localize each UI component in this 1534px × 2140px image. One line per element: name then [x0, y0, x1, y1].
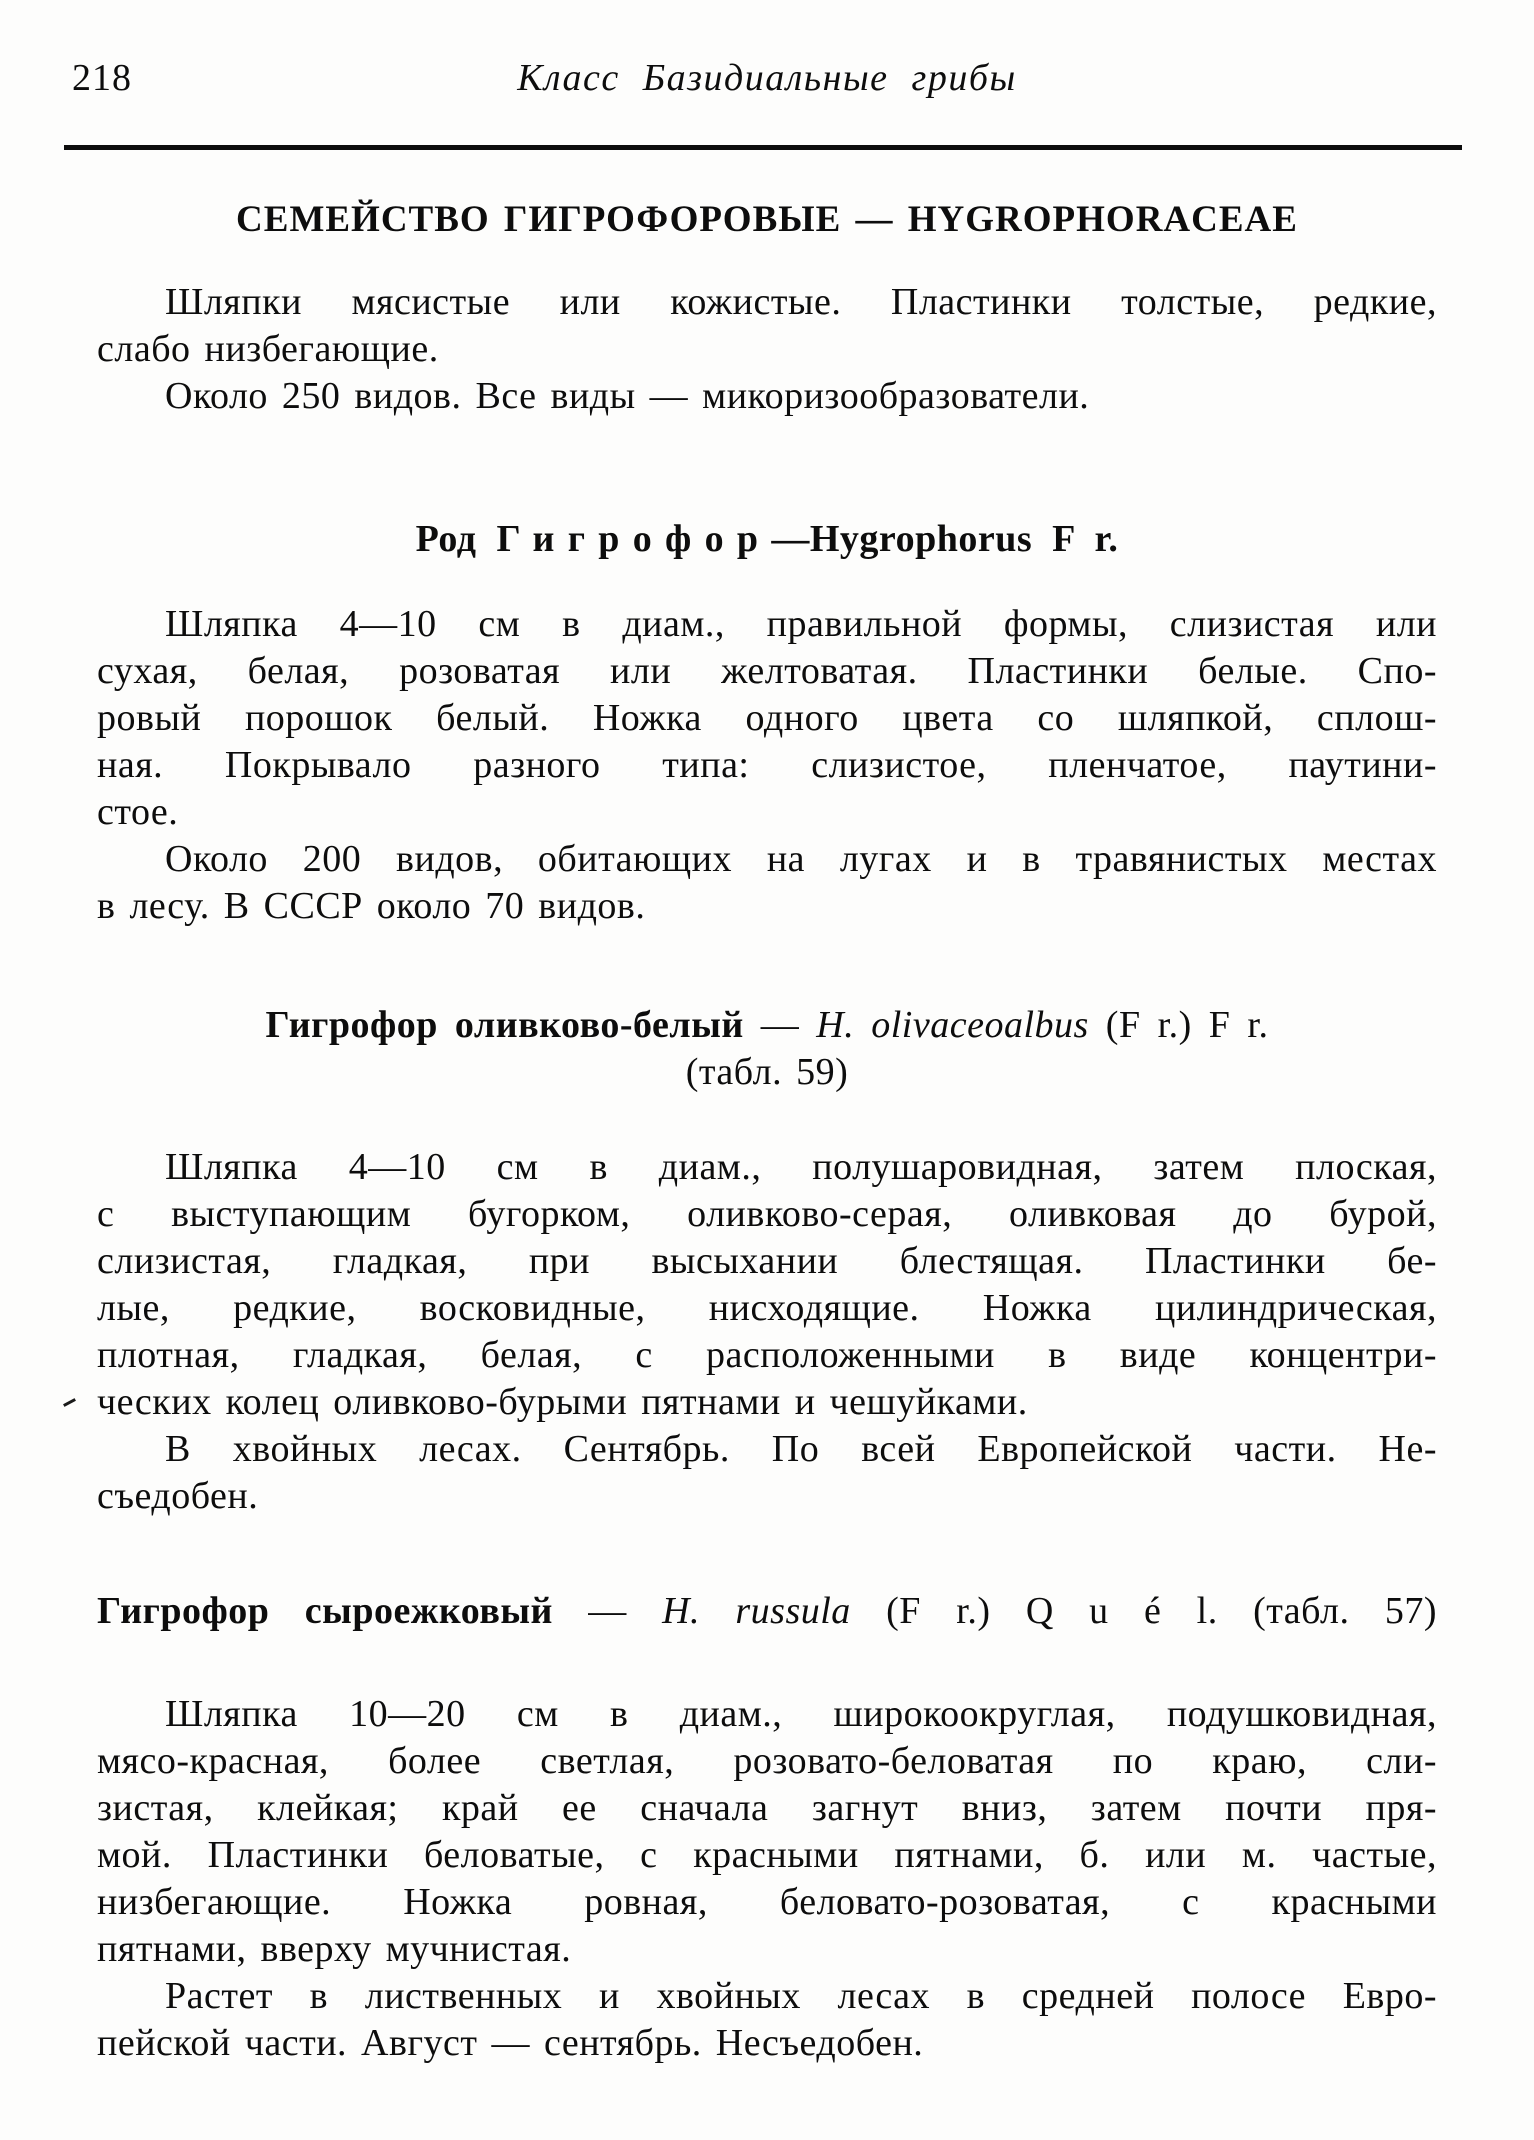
family-paragraph-2	[97, 373, 1437, 420]
species2-name-latin: H. russula	[662, 1590, 851, 1632]
text-line: низбегающие. Ножка ровная, беловато-розоватая, с красными	[97, 1881, 1437, 1923]
text-line: плотная, гладкая, белая, с расположенными в виде концентри-	[97, 1334, 1437, 1376]
text-line: Около 200 видов, обитающих на лугах и в травянистых местах	[165, 838, 1437, 880]
text-line: мясо-красная, более светлая, розовато-беловатая по краю, сли-	[97, 1740, 1437, 1782]
text-line: с выступающим бугорком, оливково-серая, оливковая до бурой,	[97, 1193, 1437, 1235]
text-line: Шляпки мясистые или кожистые. Пластинки толстые, редкие,	[165, 281, 1437, 323]
scan-artifact	[63, 1398, 76, 1407]
text-line: Шляпка 10—20 см в диам., широкоокруглая, подушковидная,	[165, 1693, 1437, 1735]
species1-name-latin: H. olivaceoalbus	[816, 1004, 1089, 1046]
text-line: стое.	[97, 791, 179, 833]
page-number: 218	[72, 57, 132, 99]
text-line: зистая, клейкая; край ее сначала загнут вниз, затем почти пря-	[97, 1787, 1437, 1829]
text-line: в лесу. В СССР около 70 видов.	[97, 885, 646, 927]
dash: —	[760, 1004, 800, 1046]
text-line: пятнами, вверху мучнистая.	[97, 1928, 572, 1970]
text-line: ровый порошок белый. Ножка одного цвета со шляпкой, сплош-	[97, 697, 1437, 739]
running-title: Класс Базидиальные грибы	[517, 57, 1017, 99]
species1-paragraph-1	[97, 1144, 1437, 1426]
species1-table-ref: (табл. 59)	[685, 1051, 849, 1093]
text-line: сухая, белая, розоватая или желтоватая. Пластинки белые. Спо-	[97, 650, 1437, 692]
genus-paragraph-1	[97, 601, 1437, 836]
text-line: Растет в лиственных и хвойных лесах в средней полосе Евро-	[165, 1975, 1437, 2017]
species2-paragraph-2	[97, 1973, 1437, 2067]
family-heading: СЕМЕЙСТВО ГИГРОФОРОВЫЕ — HYGROPHORACEAE	[236, 199, 1298, 240]
text-line: ческих колец оливково-бурыми пятнами и чешуйками.	[97, 1381, 1028, 1423]
family-paragraph-1	[97, 279, 1437, 373]
genus-name-ru: Гигрофор	[496, 518, 772, 560]
text-line: пейской части. Август — сентябрь. Несъедобен.	[97, 2022, 924, 2064]
species1-heading	[97, 1002, 1437, 1049]
species2-table-ref: (табл. 57)	[1253, 1590, 1438, 1632]
dash: —	[771, 518, 810, 560]
genus-name-latin: Hygrophorus	[809, 518, 1033, 560]
genus-paragraph-2	[97, 836, 1437, 930]
genus-label: Род	[415, 518, 477, 560]
text-line: Около 250 видов. Все виды — микоризообразователи.	[165, 375, 1090, 417]
text-line: В хвойных лесах. Сентябрь. По всей Европейской части. Не-	[165, 1428, 1437, 1470]
text-line: слизистая, гладкая, при высыхании блестящая. Пластинки бе-	[97, 1240, 1437, 1282]
species2-name-ru: Гигрофор сыроежковый	[97, 1590, 553, 1632]
text-column	[97, 0, 1437, 2067]
species1-authority: (F r.) F r.	[1105, 1004, 1269, 1046]
genus-heading	[97, 516, 1437, 563]
text-line: лые, редкие, восковидные, нисходящие. Ножка цилиндрическая,	[97, 1287, 1437, 1329]
text-line: ная. Покрывало разного типа: слизистое, пленчатое, паутини-	[97, 744, 1437, 786]
text-line: мой. Пластинки беловатые, с красными пятнами, б. или м. частые,	[97, 1834, 1437, 1876]
text-line: слабо низбегающие.	[97, 328, 439, 370]
text-line: Шляпка 4—10 см в диам., правильной формы, слизистая или	[165, 603, 1437, 645]
species1-paragraph-2	[97, 1426, 1437, 1520]
species2-authority: (F r.) Q u é l.	[886, 1590, 1218, 1632]
species2-heading	[97, 1588, 1437, 1635]
text-line: Шляпка 4—10 см в диам., полушаровидная, затем плоская,	[165, 1146, 1437, 1188]
dash: —	[588, 1590, 627, 1632]
text-line: съедобен.	[97, 1475, 259, 1517]
species2-paragraph-1	[97, 1691, 1437, 1973]
genus-authority: F r.	[1052, 518, 1119, 560]
species1-name-ru: Гигрофор оливково-белый	[265, 1004, 744, 1046]
